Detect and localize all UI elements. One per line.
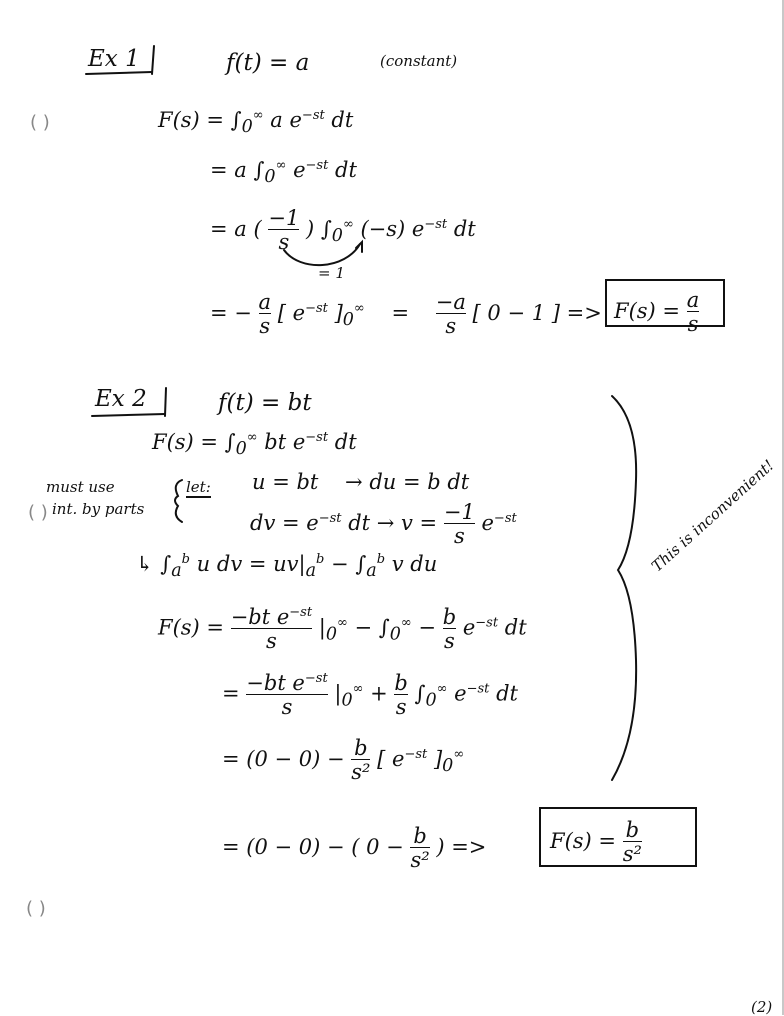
ex1-line-3: = a ( $\frac{-1}{s}$ ) $\int_0^\infty$ (−s) $e^{-st}$ dt [210, 206, 476, 254]
ex1-heading-underline [86, 72, 152, 74]
ex2-transform: $F(s) = \int_0^\infty$ bt $e^{-st}$ dt [152, 430, 357, 460]
ex2-let-label: let: [186, 478, 211, 496]
ex2-result-box [540, 808, 696, 866]
ex1-line-1: $F(s) = \int_0^\infty$ a $e^{-st}$ dt [158, 108, 354, 138]
ex2-side-note-1: must use [46, 478, 115, 496]
ex2-result: F(s) = $\frac{b}{\text{s²}}$ [550, 818, 642, 866]
ex1-function: f(t) = a [226, 50, 310, 76]
ex2-u-line: u = bt → du = b dt [252, 470, 470, 494]
ex1-note: (constant) [380, 52, 458, 70]
ex1-result: F(s) = $\frac{a}{s}$ [614, 288, 700, 336]
ex2-heading-bar [165, 388, 166, 416]
ex2-parts-formula: ↳ $\int_a^b$ u dv = $uv|_a^b - \int_a^b$ v du [136, 552, 438, 582]
ex2-line-2: = $\frac{-bt e^{-st}}{s}$ $|_0^\infty$ + $\frac{b}{s}$ $\int_0^\infty$ $e^{-st}$ dt [222, 670, 518, 719]
ex2-heading-underline [92, 414, 165, 416]
ex2-line-1: F(s) = $\frac{-bt e^{-st}}{s}$ $|_0^\infty - \int_0^\infty$ − $\frac{b}{s}$ $e^{-st}$ dt [158, 604, 527, 653]
ex2-side-note-2: int. by parts [52, 500, 145, 518]
ex1-line-4: = − $\frac{a}{s}$ [ $e^{-st}$ ]$_0^\infty$ = $\frac{-a}{s}$ [ 0 − 1 ] => [210, 290, 602, 338]
ex1-result-box [606, 280, 724, 326]
ex1-heading-bar [152, 46, 154, 74]
ex2-function: f(t) = bt [218, 390, 312, 416]
ex2-v-line: dv = $e^{-st}$ dt → v = $\frac{-1}{s}$ $e^{-st}$ [250, 500, 517, 548]
ex1-equals-one: = 1 [318, 264, 345, 282]
page-number: (2) [751, 998, 773, 1016]
ex2-brace-note: This is inconvenient! [648, 456, 778, 576]
ex2-small-brace [175, 480, 182, 522]
ex1-heading: Ex 1 [88, 46, 140, 72]
ex1-curved-arrow [284, 244, 360, 265]
ex1-line-2: = a $\int_0^\infty$ $e^{-st}$ dt [210, 158, 357, 188]
ex2-big-brace [612, 396, 636, 780]
ex2-heading: Ex 2 [95, 386, 147, 412]
hole-punch-bottom: ( ) [26, 898, 46, 919]
hole-punch-top: ( ) [30, 112, 50, 133]
hole-punch-middle: ( ) [28, 502, 48, 523]
ex2-line-3: = (0 − 0) − $\frac{b}{\text{s²}}$ [ $e^{-st}$ ]$_0^\infty$ [222, 736, 465, 784]
ex2-line-4: = (0 − 0) − ( 0 − $\frac{b}{\text{s²}}$ ) => [222, 824, 487, 872]
